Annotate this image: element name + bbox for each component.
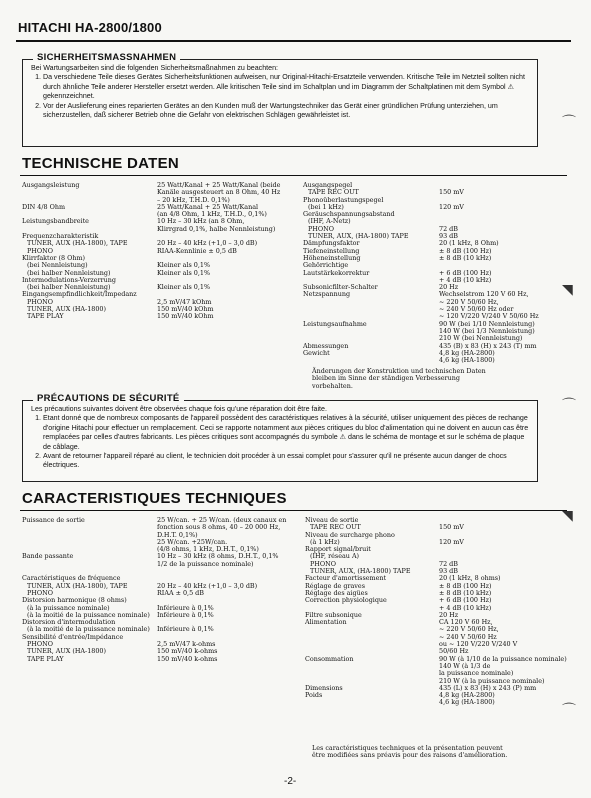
spec-label: (à la moitié de la puissance nominale) bbox=[27, 610, 150, 619]
spec-label bbox=[22, 561, 150, 568]
spec-value: (4/8 ohms, 1 kHz, D.H.T., 0,1%) bbox=[157, 545, 259, 554]
spec-label: Eingangsempfindlichkeit/Impedanz bbox=[22, 290, 137, 299]
spec-label: (IHF, réseau A) bbox=[310, 552, 360, 561]
spec-label: TUNER, AUX (HA-1800) bbox=[27, 647, 106, 656]
spec-value: Inférieure à 0,1% bbox=[157, 603, 214, 612]
spec-value: 435 (B) x 83 (H) x 243 (T) mm bbox=[439, 341, 537, 350]
spec-value: 140 W (à 1/3 de bbox=[439, 661, 491, 670]
spec-label: (bei halber Nennleistung) bbox=[27, 268, 111, 277]
spec-label: TUNER, AUX (HA-1800), TAPE bbox=[27, 581, 128, 590]
spec-label: PHONO bbox=[27, 246, 53, 255]
spec-label bbox=[305, 641, 411, 648]
spec-label bbox=[303, 328, 409, 335]
scan-mark-icon: ⌒ bbox=[562, 703, 576, 719]
spec-label: Réglage des aigües bbox=[305, 588, 368, 597]
spec-value: 140 W (bei 1/3 Nennleistung) bbox=[439, 326, 535, 335]
spec-value: RIAA ± 0,5 dB bbox=[157, 588, 204, 597]
spec-label: Réglage de graves bbox=[305, 581, 365, 590]
spec-label: TAPE REC OUT bbox=[308, 188, 359, 197]
de-right-values bbox=[439, 182, 539, 364]
de-specs-title: TECHNISCHE DATEN bbox=[22, 155, 180, 172]
de-safety-item: 1. Da verschiedene Teile dieses Gerätes Sicherheitsfunktionen aufweisen, nur Original-Hitachi-Ersatzteile verwenden. Kritische Teile im Netzteil sollten nicht durch ähnliche Teile anderer Hersteller ersetzt werden. Alle kritischen Teile sind im Schaltplan und im Diagramm der Schaltplatinen mit dem Symbol ⚠ gekennzeichnet. bbox=[43, 73, 529, 101]
spec-value: 93 dB bbox=[439, 232, 458, 241]
document-header: HITACHI HA-2800/1800 bbox=[18, 20, 162, 35]
spec-value: 93 dB bbox=[439, 567, 458, 576]
fr-safety-list bbox=[31, 414, 529, 470]
de-safety-item: 2. Vor der Auslieferung eines reparierten Gerätes an den Kunden muß der Wartungstechniker das Gerät einer gründlichen Prüfung unterziehen, um sicherzustellen, daß sicherer Betrieb ohne die Gefahr von elektrischen Schlägen gewährleistet ist. bbox=[43, 102, 529, 121]
spec-label: Alimentation bbox=[305, 618, 347, 627]
spec-value bbox=[439, 546, 567, 553]
spec-label bbox=[305, 626, 411, 633]
fr-safety-item: 2. Avant de retourner l'appareil réparé au client, le technicien doit procéder à un essai complet pour s'assurer qu'il ne présente aucun danger de chocs électriques. bbox=[43, 452, 529, 471]
spec-label: Dämpfungsfaktor bbox=[303, 239, 360, 248]
spec-value: 20 Hz bbox=[439, 283, 459, 292]
spec-value: ~ 120 V/220 V/240 V 50/60 Hz bbox=[439, 312, 539, 321]
spec-value bbox=[439, 211, 539, 218]
spec-label: Gewicht bbox=[303, 348, 330, 357]
spec-label bbox=[22, 189, 137, 196]
scan-mark-icon: ⌒ bbox=[562, 398, 576, 414]
spec-label: Caractéristiques de fréquence bbox=[22, 574, 121, 583]
spec-value: 25 Watt/Kanal + 25 Watt/Kanal bbox=[157, 202, 259, 211]
spec-label: (bei Nennleistung) bbox=[27, 261, 88, 270]
de-right-labels bbox=[303, 182, 409, 357]
de-safety-title: SICHERHEITSMASSNAHMEN bbox=[33, 53, 180, 62]
spec-label: Distorsion d'intermodulation bbox=[22, 618, 116, 627]
spec-label: TUNER, AUX (HA-1800), TAPE bbox=[27, 239, 128, 248]
de-safety-list bbox=[31, 73, 529, 120]
spec-value: ± 8 dB (100 Hz) bbox=[439, 581, 492, 590]
spec-value: ~ 240 V 50/60 Hz oder bbox=[439, 305, 514, 314]
spec-value: ~ 240 V 50/60 Hz bbox=[439, 632, 497, 641]
spec-value: 25 W/can. + 25 W/can. (deux canaux en bbox=[157, 516, 287, 524]
scan-mark-icon: ◥ bbox=[562, 508, 573, 524]
spec-value: CA 120 V 60 Hz, bbox=[439, 618, 493, 627]
spec-label: (à la moitié de la puissance nominale) bbox=[27, 625, 150, 634]
fr-safety-title: PRÉCAUTIONS DE SÉCURITÉ bbox=[33, 394, 184, 403]
fr-specs-rule bbox=[20, 510, 567, 511]
spec-value: 20 Hz – 40 kHz (+1,0 – 3,0 dB) bbox=[157, 581, 258, 590]
spec-value: la puissance nominale) bbox=[439, 669, 514, 678]
spec-label: Distorsion harmonique (8 ohms) bbox=[22, 596, 127, 605]
spec-value: 4,8 kg (HA-2800) bbox=[439, 348, 495, 357]
fr-specs-title: CARACTERISTIQUES TECHNIQUES bbox=[22, 490, 287, 507]
spec-value: ± 8 dB (10 kHz) bbox=[439, 588, 492, 597]
spec-value: 150 mV/40 k-ohms bbox=[157, 647, 218, 656]
spec-value: Klirrgrad 0,1%, halbe Nennleistung) bbox=[157, 224, 276, 233]
spec-value: 120 mV bbox=[439, 202, 464, 211]
spec-value: ~ 220 V 50/60 Hz, bbox=[439, 625, 499, 634]
spec-value: 10 Hz – 30 kHz (an 8 Ohm, bbox=[157, 217, 245, 226]
spec-label: Netzspannung bbox=[303, 290, 351, 299]
de-specs-note: Änderungen der Konstruktion und technischen Daten bleiben im Sinne der ständigen Verbesserung vorbehalten. bbox=[312, 367, 486, 390]
spec-label: Subsonicfilter-Schalter bbox=[303, 283, 378, 292]
spec-label bbox=[305, 663, 411, 670]
spec-value: Kleiner als 0,1% bbox=[157, 283, 211, 292]
spec-value: + 4 dB (10 kHz) bbox=[439, 275, 492, 284]
spec-label: Poids bbox=[305, 691, 323, 700]
fr-right-labels bbox=[305, 517, 411, 699]
spec-label: Phonoüberlastungspegel bbox=[303, 195, 384, 204]
spec-value: 150 mV/40 k-ohms bbox=[157, 654, 218, 663]
spec-value: 90 W (à 1/10 de la puissance nominale) bbox=[439, 654, 567, 663]
spec-value: 72 dB bbox=[439, 224, 458, 233]
de-safety-box bbox=[22, 52, 538, 147]
spec-value: (an 4/8 Ohm, 1 kHz, T.H.D., 0,1%) bbox=[157, 210, 267, 219]
spec-label: Geräuschspannungsabstand bbox=[303, 210, 395, 219]
spec-value: 1/2 de la puissance nominale) bbox=[157, 559, 254, 568]
spec-value: 20 (1 kHz, 8 Ohm) bbox=[439, 239, 499, 248]
spec-label: (à la puissance nominale) bbox=[27, 603, 110, 612]
page-number: -2- bbox=[284, 776, 297, 787]
spec-label: Facteur d'amortissement bbox=[305, 574, 387, 583]
spec-label: Correction physiologique bbox=[305, 596, 387, 605]
de-safety-intro: Bei Wartungsarbeiten sind die folgenden Sicherheitsmaßnahmen zu beachten: bbox=[31, 64, 278, 72]
spec-value: 2,5 mV/47 k-ohms bbox=[157, 640, 216, 649]
fr-safety-box bbox=[22, 393, 538, 482]
spec-value: 10 Hz – 30 kHz (8 ohms, D.H.T., 0,1% bbox=[157, 552, 279, 561]
spec-value: 435 (L) x 83 (H) x 243 (P) mm bbox=[439, 683, 537, 692]
spec-value: 50/60 Hz bbox=[439, 647, 469, 656]
spec-label: Sensibilité d'entrée/Impédance bbox=[22, 632, 124, 641]
fr-safety-intro: Les précautions suivantes doivent être observées chaque fois qu'une réparation doit être faite. bbox=[31, 405, 327, 413]
spec-value: 72 dB bbox=[439, 559, 458, 568]
spec-label: Dimensions bbox=[305, 683, 343, 692]
spec-label: TUNER, AUX, (HA-1800) TAPE bbox=[308, 232, 409, 241]
spec-value: Kleiner als 0,1% bbox=[157, 268, 211, 277]
spec-value: + 6 dB (100 Hz) bbox=[439, 268, 492, 277]
spec-label: Abmessungen bbox=[303, 341, 349, 350]
spec-value: 4,6 kg (HA-1800) bbox=[439, 698, 495, 707]
spec-value: 25 W/can. +25W/can. bbox=[157, 537, 228, 546]
spec-value: Inférieure à 0,1% bbox=[157, 625, 214, 634]
spec-label: Niveau de surcharge phono bbox=[305, 530, 395, 539]
spec-value: D.H.T. 0,1%) bbox=[157, 530, 198, 539]
spec-value: + 6 dB (100 Hz) bbox=[439, 596, 492, 605]
spec-label bbox=[22, 524, 150, 531]
spec-label: PHONO bbox=[310, 559, 336, 568]
spec-value: Inférieure à 0,1% bbox=[157, 610, 214, 619]
spec-value: Wechselstrom 120 V 60 Hz, bbox=[439, 290, 529, 299]
spec-value: 150 mV bbox=[439, 523, 464, 532]
spec-value: ~ 220 V 50/60 Hz, bbox=[439, 297, 499, 306]
spec-value: ± 8 dB (10 kHz) bbox=[439, 253, 492, 262]
spec-label: Höheneinstellung bbox=[303, 253, 361, 262]
spec-label: Rapport signal/bruit bbox=[305, 545, 371, 554]
spec-label: (bei 1 kHz) bbox=[308, 202, 344, 211]
spec-value: 150 mV/40 kOhm bbox=[157, 312, 214, 321]
spec-label: Niveau de sortie bbox=[305, 516, 359, 524]
spec-value: Kanäle ausgesteuert an 8 Ohm, 40 Hz bbox=[157, 188, 281, 197]
spec-label: Leistungsaufnahme bbox=[303, 319, 367, 328]
spec-value: 210 W (bei Nennleistung) bbox=[439, 334, 523, 343]
de-left-values bbox=[157, 182, 280, 321]
spec-value bbox=[157, 568, 286, 575]
spec-label: Frequenzcharakteristik bbox=[22, 232, 99, 241]
spec-value: 25 Watt/Kanal + 25 Watt/Kanal (beide bbox=[157, 181, 281, 189]
spec-label: DIN 4/8 Ohm bbox=[22, 202, 66, 211]
de-left-labels bbox=[22, 182, 137, 321]
spec-label: TUNER, AUX (HA-1800) bbox=[27, 305, 106, 314]
spec-label: PHONO bbox=[27, 588, 53, 597]
spec-value: 20 Hz – 40 kHz (+1,0 – 3,0 dB) bbox=[157, 239, 258, 248]
spec-label bbox=[22, 539, 150, 546]
spec-label: PHONO bbox=[27, 640, 53, 649]
fr-specs-note: Les caractéristiques techniques et la présentation peuvent être modifiées sans préavis pour des raisons d'amélioration. bbox=[312, 744, 508, 760]
de-specs-rule bbox=[20, 175, 567, 176]
spec-value: 4,8 kg (HA-2800) bbox=[439, 691, 495, 700]
spec-label: Leistungsbandbreite bbox=[22, 217, 89, 226]
spec-value: Kleiner als 0,1% bbox=[157, 261, 211, 270]
spec-label: Ausgangsleistung bbox=[22, 181, 80, 189]
scan-mark-icon: ◥ bbox=[562, 282, 573, 298]
spec-label: (IHF, A-Netz) bbox=[308, 217, 351, 226]
spec-label: Bande passante bbox=[22, 552, 74, 561]
spec-value: 20 Hz bbox=[439, 610, 459, 619]
spec-value: ± 8 dB (100 Hz) bbox=[439, 246, 492, 255]
spec-label bbox=[305, 670, 411, 677]
fr-right-values bbox=[439, 517, 567, 707]
fr-left-labels bbox=[22, 517, 150, 663]
spec-value: RIAA-Kennlinie ± 0,5 dB bbox=[157, 246, 237, 255]
spec-value: fonction sous 8 ohms, 40 – 20 000 Hz, bbox=[157, 523, 281, 532]
spec-value: 90 W (bei 1/10 Nennleistung) bbox=[439, 319, 535, 328]
header-rule bbox=[16, 40, 571, 42]
spec-value: 2,5 mV/47 kOhm bbox=[157, 297, 212, 306]
spec-label bbox=[303, 299, 409, 306]
spec-label: TAPE REC OUT bbox=[310, 523, 361, 532]
spec-value: 120 mV bbox=[439, 537, 464, 546]
spec-label: Tiefeneinstellung bbox=[303, 246, 360, 255]
spec-value bbox=[439, 553, 567, 560]
spec-label: Gehörrichtige bbox=[303, 261, 349, 270]
spec-label: TAPE PLAY bbox=[27, 312, 64, 321]
spec-value: 20 (1 kHz, 8 ohms) bbox=[439, 574, 501, 583]
spec-value: – 20 kHz, T.H.D. 0,1%) bbox=[157, 195, 230, 204]
spec-label: PHONO bbox=[308, 224, 334, 233]
spec-value: 210 W (à la puissance nominale) bbox=[439, 676, 545, 685]
spec-value: 150 mV bbox=[439, 188, 464, 197]
spec-label bbox=[303, 306, 409, 313]
fr-safety-item: 1. Etant donné que de nombreux composants de l'appareil possèdent des caractéristiques relatives à la sécurité, utiliser uniquement des pièces de rechange d'origine Hitachi pour effectuer un remplacement. Ceci se rapporte notamment aux pièces critiques du bloc d'alimentation qui ne doivent en aucun cas être remplacées par celles d'autres fabricants. Les pièces critiques sont accompagnés du symbole ⚠ dans le schéma de montage et sur le schéma de plaque de câblage. bbox=[43, 414, 529, 452]
spec-value: ou ~ 120 V/220 V/240 V bbox=[439, 640, 518, 649]
spec-label: Filtre subsonique bbox=[305, 610, 362, 619]
spec-label: Lautstärkekorrektur bbox=[303, 268, 370, 277]
spec-label: TUNER, AUX, (HA-1800) TAPE bbox=[310, 567, 411, 576]
spec-label: (à 1 kHz) bbox=[310, 537, 340, 546]
spec-value: + 4 dB (10 kHz) bbox=[439, 603, 492, 612]
spec-label: Klirrfaktor (8 Ohm) bbox=[22, 253, 86, 262]
spec-label: TAPE PLAY bbox=[27, 654, 64, 663]
spec-label: Intermodulations-Verzerrung bbox=[22, 275, 117, 284]
spec-label: (bei halber Nennleistung) bbox=[27, 283, 111, 292]
spec-label: Consommation bbox=[305, 654, 354, 663]
spec-value: 150 mV/40 kOhm bbox=[157, 305, 214, 314]
spec-label: Ausgangspegel bbox=[303, 181, 353, 189]
spec-label bbox=[22, 532, 150, 539]
spec-label: Puissance de sortie bbox=[22, 516, 85, 524]
scan-mark-icon: ⌒ bbox=[562, 115, 576, 131]
spec-value: 4,6 kg (HA-1800) bbox=[439, 356, 495, 365]
fr-left-values bbox=[157, 517, 286, 663]
spec-label: PHONO bbox=[27, 297, 53, 306]
spec-label bbox=[305, 634, 411, 641]
